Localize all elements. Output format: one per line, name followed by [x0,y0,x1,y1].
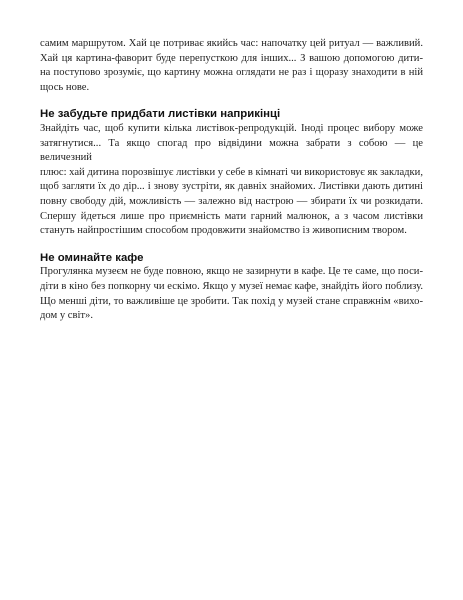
text-line: Знайдіть час, щоб купити кілька листівок-репродукцій. Іноді процес вибору може [40,122,423,134]
text-line: повну свободу дій, можливість — залежно від настрою — збирати їх чи розкидати. [40,195,423,207]
text-line: дом у світ». [40,310,94,322]
text-line: щось нове. [40,81,90,93]
section-heading-cafe: Не оминайте кафе [40,251,144,264]
text-line: щоб загляти їх до дір... і знову зустріти, як давніх знайомих. Листівки дають дитині [40,181,423,193]
text-line: Що менші діти, то важливіше це зробити. Так похід у музей стане справжнім «вихо- [40,295,423,307]
text-line: на поступово зрозуміє, що картину можна оглядати не раз і щоразу знаходити в ній [40,67,423,79]
paragraph-route [40,37,423,95]
text-line: Хай ця картина-фаворит буде перепусткою для інших... З вашою допомогою дити- [40,52,423,64]
text-line: плюс: хай дитина порозвішує листівки у себе в кімнаті чи використовує як закладки, [40,166,423,178]
text-line: діти в кіно без попкорну чи ескімо. Якщо у музеї немає кафе, знайдіть його поблизу. [40,280,423,292]
text-line: Спершу йдеться лише про приємність мати гарний малюнок, а з часом листівки [40,210,423,222]
text-line: самим маршрутом. Хай це потриває якийсь час: напочатку цей ритуал — важливий. [40,38,423,49]
text-line: Прогулянка музеєм не буде повною, якщо не зазирнути в кафе. Це те саме, що поси- [40,266,423,278]
text-line: стануть найпростішим способом продовжити знайомство із живописним твором. [40,225,407,237]
section-heading-postcards: Не забудьте придбати листівки наприкінці [40,108,281,121]
text-line: затягнутися... Та якщо спогад про відвідини можна забрати з собою — це величезний [40,137,423,164]
paragraph-cafe [40,265,423,323]
paragraph-postcards [40,122,423,239]
